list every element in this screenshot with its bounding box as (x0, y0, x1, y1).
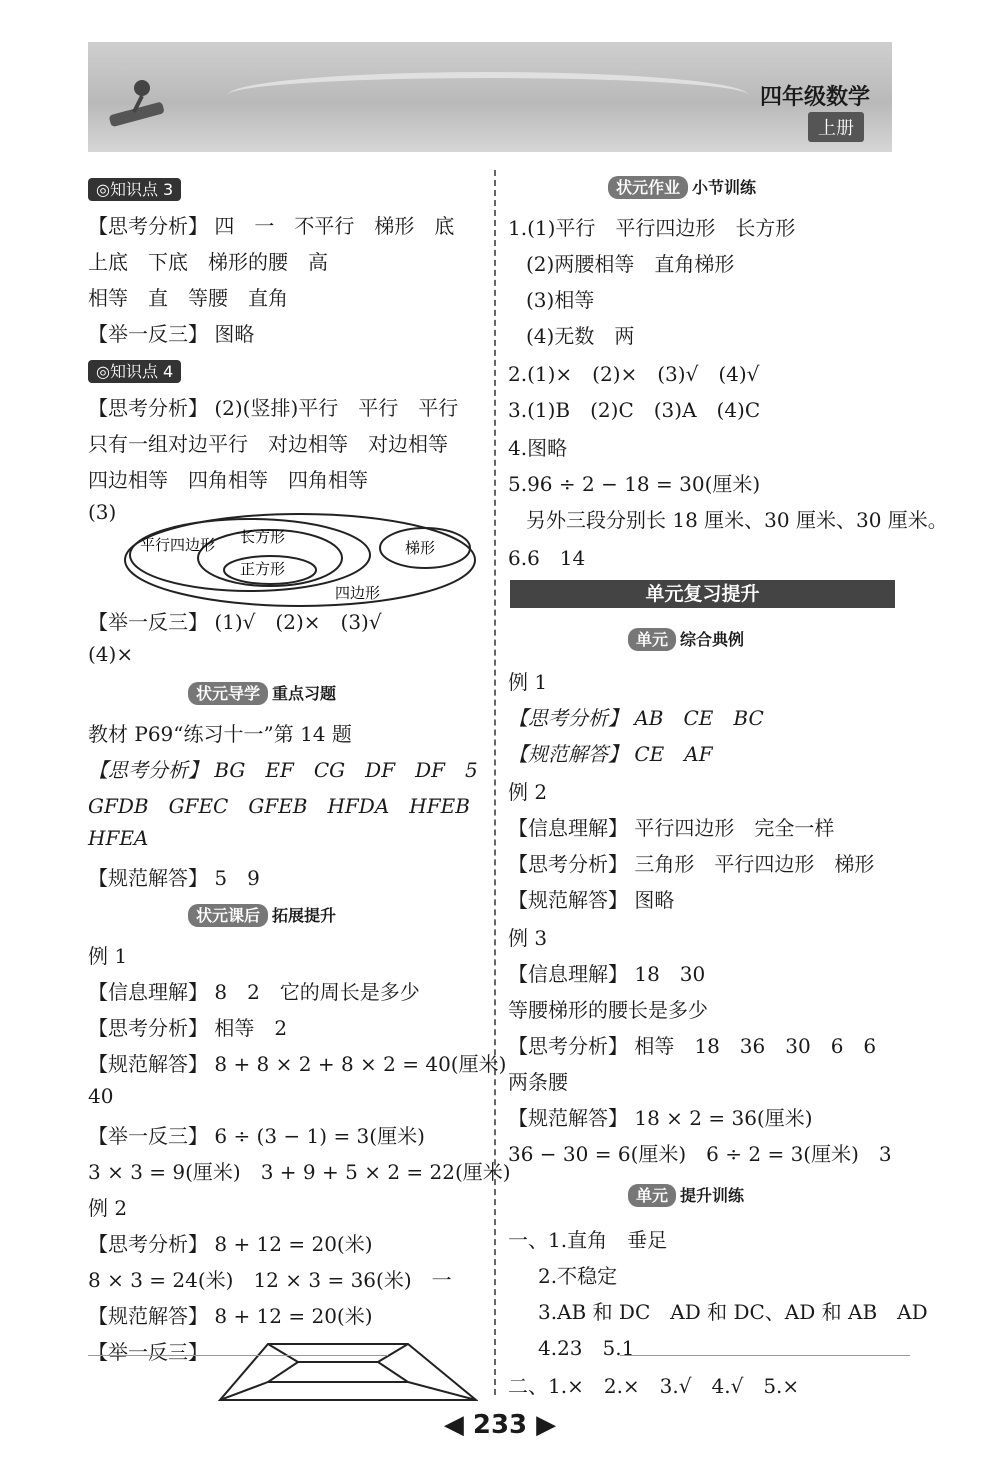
trapezoid-figure (218, 1342, 478, 1402)
decor-wave (228, 72, 748, 118)
after-line: 【规范解答】 8 + 8 × 2 + 8 × 2 = 40(厘米) (88, 1052, 507, 1076)
ex-line: 等腰梯形的腰长是多少 (508, 998, 708, 1022)
after-line: 8 × 3 = 24(米) 12 × 3 = 36(米) 一 (88, 1268, 452, 1292)
hw-line: (4)无数 两 (526, 324, 635, 348)
knowledge-point-4-tag: ◎知识点 4 (88, 360, 181, 383)
ex-line: 两条腰 (508, 1070, 568, 1094)
after-line: 【举一反三】 (88, 1340, 208, 1364)
quadrilateral-venn-diagram (120, 510, 480, 610)
after-line: 【信息理解】 8 2 它的周长是多少 (88, 980, 420, 1004)
homework-badge: 状元作业 小节训练 (608, 178, 756, 197)
tr-line: 二、1.× 2.× 3.√ 4.√ 5.× (508, 1374, 800, 1398)
training-badge: 单元 提升训练 (628, 1186, 744, 1205)
ex-line: 【思考分析】 三角形 平行四边形 梯形 (508, 852, 875, 876)
ex-line: 例 1 (508, 670, 548, 694)
hw-line: 4.图略 (508, 436, 568, 460)
after-line: 【举一反三】 6 ÷ (3 − 1) = 3(厘米) (88, 1124, 425, 1148)
after-line: 例 2 (88, 1196, 128, 1220)
guide-line: GFDB GFEC GFEB HFDA HFEB (88, 794, 470, 818)
hw-line: 另外三段分别长 18 厘米、30 厘米、30 厘米。 (526, 508, 948, 532)
guide-line: 教材 P69“练习十一”第 14 题 (88, 722, 352, 746)
page-number: ◀ 233 ▶ (443, 1410, 557, 1440)
hw-line: 2.(1)× (2)× (3)√ (4)√ (508, 362, 760, 386)
venn-label-rectangle: 长方形 (240, 528, 286, 546)
hw-line: (3)相等 (526, 288, 595, 312)
unit-review-bar: 单元复习提升 (510, 580, 895, 608)
after-class-badge: 状元课后 拓展提升 (188, 906, 336, 925)
ex-line: 【规范解答】 图略 (508, 888, 675, 912)
venn-label-parallelogram: 平行四边形 (140, 536, 216, 554)
after-line: 例 1 (88, 944, 128, 968)
volume-label: 上册 (808, 112, 864, 142)
example-badge: 单元 综合典例 (628, 630, 744, 649)
hw-line: 3.(1)B (2)C (3)A (4)C (508, 398, 761, 422)
kp4-line: (3) (88, 500, 117, 524)
after-line: 3 × 3 = 9(厘米) 3 + 9 + 5 × 2 = 22(厘米) (88, 1160, 511, 1184)
ex-line: 【思考分析】 AB CE BC (508, 706, 764, 730)
after-line: 40 (88, 1084, 114, 1108)
kp4-line: 只有一组对边平行 对边相等 对边相等 (88, 432, 448, 456)
kp4-after-line: (4)× (88, 642, 134, 666)
footer-rule-right (620, 1355, 910, 1356)
tr-line: 2.不稳定 (538, 1264, 618, 1288)
ex-line: 【信息理解】 18 30 (508, 962, 706, 986)
ex-line: 【思考分析】 相等 18 36 30 6 6 (508, 1034, 877, 1058)
hw-line: 5.96 ÷ 2 − 18 = 30(厘米) (508, 472, 761, 496)
hw-line: 1.(1)平行 平行四边形 长方形 (508, 216, 796, 240)
hw-line: (2)两腰相等 直角梯形 (526, 252, 735, 276)
ex-line: 【规范解答】 18 × 2 = 36(厘米) (508, 1106, 813, 1130)
tr-line: 3.AB 和 DC AD 和 DC、AD 和 AB AD (538, 1300, 928, 1324)
knowledge-point-3-tag: ◎知识点 3 (88, 178, 181, 201)
kp4-after-line: 【举一反三】 (1)√ (2)× (3)√ (88, 610, 382, 634)
pencil-mascot-icon (104, 74, 174, 134)
ex-line: 例 2 (508, 780, 548, 804)
grade-label: 四年级数学 (759, 85, 870, 110)
tr-line: 一、1.直角 垂足 (508, 1228, 668, 1252)
venn-label-square: 正方形 (240, 560, 286, 578)
footer-rule-left (88, 1355, 388, 1356)
ex-line: 例 3 (508, 926, 548, 950)
ex-line: 【规范解答】 CE AF (508, 742, 713, 766)
guide-line: 【思考分析】 BG EF CG DF DF 5 (88, 758, 478, 782)
ex-line: 36 − 30 = 6(厘米) 6 ÷ 2 = 3(厘米) 3 (508, 1142, 892, 1166)
hw-line: 6.6 14 (508, 546, 586, 570)
kp3-line: 相等 直 等腰 直角 (88, 286, 288, 310)
column-divider (494, 170, 496, 1395)
after-line: 【思考分析】 8 + 12 = 20(米) (88, 1232, 373, 1256)
after-line: 【思考分析】 相等 2 (88, 1016, 288, 1040)
kp3-line: 【思考分析】 四 一 不平行 梯形 底 (88, 214, 455, 238)
guide-line: HFEA (88, 826, 149, 850)
venn-label-trapezoid: 梯形 (405, 539, 436, 557)
ex-line: 【信息理解】 平行四边形 完全一样 (508, 816, 835, 840)
kp4-line: 【思考分析】 (2)(竖排)平行 平行 平行 (88, 396, 459, 420)
venn-label-quadrilateral: 四边形 (335, 584, 381, 602)
kp3-line: 上底 下底 梯形的腰 高 (88, 250, 328, 274)
after-line: 【规范解答】 8 + 12 = 20(米) (88, 1304, 373, 1328)
guide-badge: 状元导学 重点习题 (188, 684, 336, 703)
header-banner (88, 42, 892, 152)
tr-line: 4.23 5.1 (538, 1336, 635, 1360)
kp3-line: 【举一反三】 图略 (88, 322, 255, 346)
kp4-line: 四边相等 四角相等 四角相等 (88, 468, 368, 492)
guide-line: 【规范解答】 5 9 (88, 866, 260, 890)
